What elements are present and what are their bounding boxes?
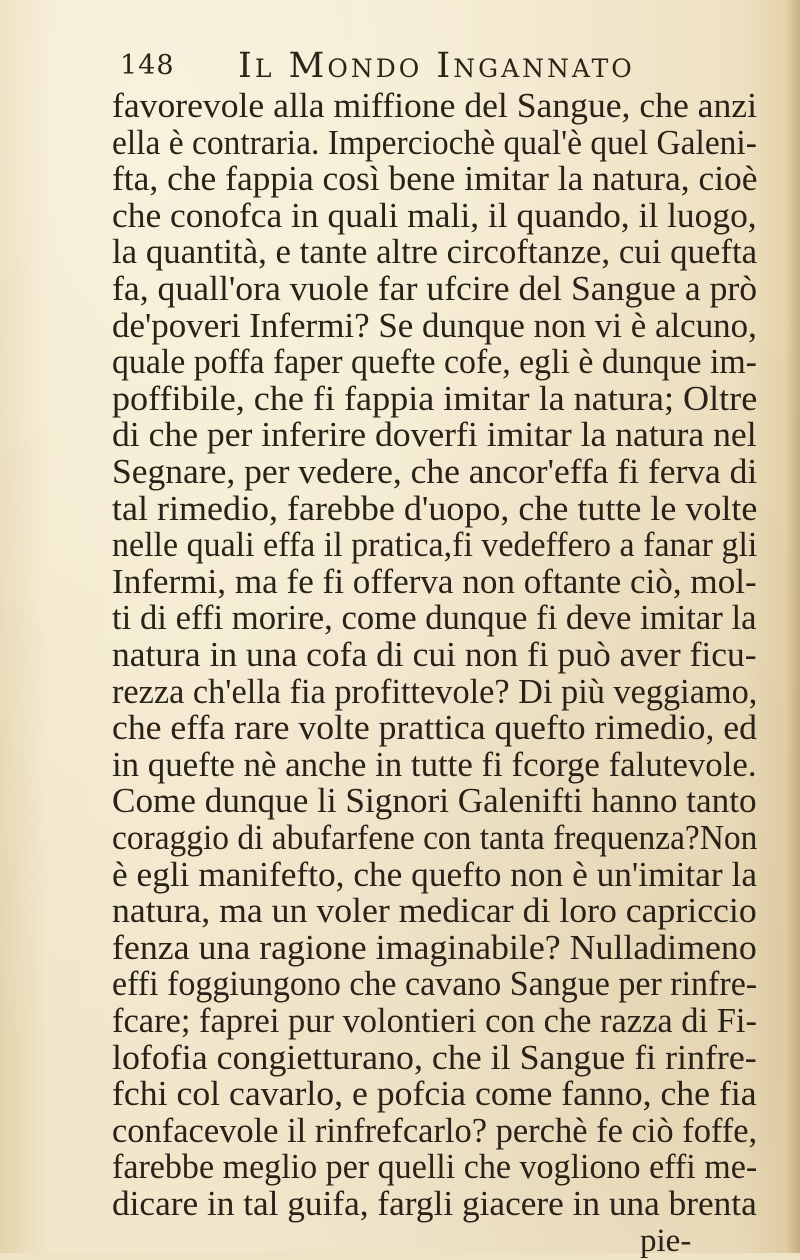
text-line: coraggio di abufarfene con tanta frequenza?Non [112,818,758,857]
text-line: fenza una ragione imaginabile? Nulladimeno [112,927,757,967]
running-head [120,46,680,86]
text-line: che conofca in quali mali, il quando, il luogo, [112,195,757,235]
text-line: tal rimedio, farebbe d'uopo, che tutte le volte [112,488,758,528]
page-number: 148 [120,50,175,81]
text-line: fcare; faprei pur volontieri con che razza di Fi- [112,1001,757,1040]
text-line: dicare in tal guifa, fargli giacere in una brenta [112,1184,757,1223]
text-line: è egli manifefto, che quefto non è un'imitar la [112,854,758,894]
text-line: che effa rare volte prattica quefto rimedio, ed [112,708,757,748]
text-line: Infermi, ma fe fi offerva non oftante ciò, mol- [112,561,757,601]
text-line: natura in una cofa di cui non fi può aver ficu- [112,635,757,674]
text-line: lofofia congietturano, che il Sangue fi rinfre- [112,1037,757,1077]
text-line: fa, quall'ora vuole far ufcire del Sangue a prò [112,269,758,308]
text-line: farebbe meglio per quelli che vogliono effi me- [112,1147,758,1187]
text-line: rezza ch'ella fia profittevole? Di più veggiamo, [112,671,758,711]
text-line: effi foggiungono che cavano Sangue per rinfre- [112,964,758,1004]
text-line: confacevole il rinfrefcarlo? perchè fe ciò foffe, [112,1110,758,1150]
text-line: fchi col cavarlo, e pofcia come fanno, che fia [112,1074,757,1114]
text-line: fta, che fappia così bene imitar la natura, cioè [112,159,758,199]
text-line: de'poveri Infermi? Se dunque non vi è alcuno, [112,305,757,345]
text-line: ella è contraria. Imperciochè qual'è quel Galeni- [112,122,757,162]
catchword: pie- [640,1222,692,1259]
text-line: in quefte nè anche in tutte fi fcorge falutevole. [112,744,757,784]
text-line: nelle quali effa il pratica,fi vedeffero a fanar gli [112,525,758,565]
running-title: Il Mondo Ingannato [238,46,635,86]
text-line: Come dunque li Signori Galenifti hanno tanto [112,781,757,821]
text-line: di che per inferire doverfi imitar la natura nel [112,415,757,455]
text-line: favorevole alla miffione del Sangue, che anzi [112,86,757,125]
text-line: Segnare, per vedere, che ancor'effa fi ferva di [112,452,758,491]
text-line: natura, ma un voler medicar di loro capriccio [112,891,757,931]
text-line: ti di effi morire, come dunque fi deve imitar la [112,598,757,638]
text-line: quale poffa faper quefte cofe, egli è dunque im- [112,342,757,382]
text-line: la quantità, e tante altre circoftanze, cui quefta [112,232,758,272]
page-edge-shadow [786,0,800,1253]
text-line: poffibile, che fi fappia imitar la natura; Oltre [112,378,758,418]
